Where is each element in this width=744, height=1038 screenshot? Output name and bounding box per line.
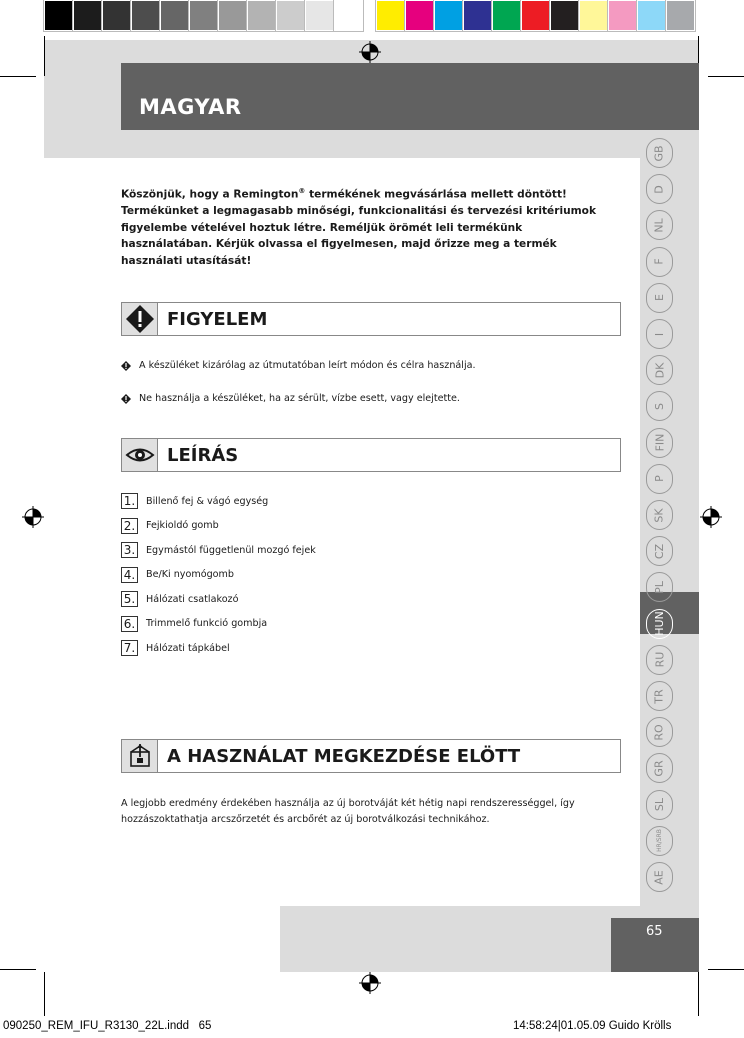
intro-paragraph xyxy=(121,183,596,270)
language-label: FIN xyxy=(653,433,666,452)
crop-mark xyxy=(0,76,36,77)
color-swatch xyxy=(247,0,276,31)
language-label: E xyxy=(652,294,666,302)
language-label: P xyxy=(652,475,666,483)
warning-icon xyxy=(122,303,158,335)
color-swatch xyxy=(276,0,305,31)
page-title: MAGYAR xyxy=(139,95,242,119)
item-label: Fejkioldó gomb xyxy=(146,520,219,531)
section-warning-header xyxy=(121,302,621,336)
intro-text-continued: termékének megvásárlása mellett döntött! Termékünket a legmagasabb minőségi, funkcionalitási és tervezési kritériumok figyelembe vételével hoztuk létre. Reméljük örömét leli termékünk használatában. Kérjük olvassa el figyelmesen, majd őrizze meg a termék használati utasítását! xyxy=(121,188,596,267)
item-number: 3. xyxy=(121,542,138,558)
item-number: 6. xyxy=(121,616,138,632)
language-label: D xyxy=(652,184,666,194)
language-label: GB xyxy=(652,144,666,162)
language-tab-e xyxy=(646,283,673,313)
color-swatch xyxy=(492,0,521,31)
registration-mark-icon xyxy=(359,972,381,994)
color-swatch xyxy=(160,0,189,31)
language-tab-hun xyxy=(646,609,673,639)
crop-mark xyxy=(708,76,744,77)
language-tab-dk xyxy=(646,355,673,385)
item-number: 1. xyxy=(121,493,138,509)
registration-mark-icon xyxy=(700,506,722,528)
list-item xyxy=(121,493,268,509)
intro-text: Köszönjük, hogy a Remington xyxy=(121,188,299,201)
item-number: 4. xyxy=(121,567,138,583)
language-label: TR xyxy=(653,688,666,704)
language-label: HUN xyxy=(653,611,666,636)
language-label: GR xyxy=(652,760,666,777)
language-tab-tr xyxy=(646,681,673,711)
language-tab-fin xyxy=(646,428,673,458)
page-number: 65 xyxy=(646,924,663,939)
bottom-white-panel xyxy=(44,906,280,972)
section-title: LEÍRÁS xyxy=(167,444,239,466)
color-swatch xyxy=(434,0,463,31)
color-swatch xyxy=(376,0,405,31)
box-icon xyxy=(122,740,158,772)
language-tab-gb xyxy=(646,138,673,168)
language-label: CZ xyxy=(653,543,666,559)
color-swatch xyxy=(405,0,434,31)
section-before-use-header xyxy=(121,739,621,773)
language-tab-d xyxy=(646,174,673,204)
color-bar-grays xyxy=(44,0,363,31)
language-label: PL xyxy=(652,581,666,594)
language-tab-sk xyxy=(646,500,673,530)
registered-mark: ® xyxy=(298,187,306,195)
crop-mark xyxy=(698,972,699,1016)
language-label: AE xyxy=(652,869,666,885)
language-label: I xyxy=(653,332,666,336)
list-item xyxy=(121,567,234,583)
warning-bullet-icon xyxy=(121,361,131,371)
item-number: 2. xyxy=(121,518,138,534)
section-title: A HASZNÁLAT MEGKEZDÉSE ELÖTT xyxy=(167,745,521,767)
language-label: HR/SRB xyxy=(655,829,663,853)
language-tab-i xyxy=(646,319,673,349)
language-label: S xyxy=(652,402,666,410)
language-label: F xyxy=(652,258,666,265)
language-label: RO xyxy=(653,724,666,741)
language-tab-gr xyxy=(646,753,673,783)
language-tab-hr-srb xyxy=(646,826,673,856)
item-label: Be/Ki nyomógomb xyxy=(146,569,234,580)
warning-text: Ne használja a készüléket, ha az sérült, vízbe esett, vagy elejtette. xyxy=(139,393,460,404)
item-label: Egymástól függetlenül mozgó fejek xyxy=(146,544,316,556)
item-label: Hálózati tápkábel xyxy=(146,642,230,654)
item-label: Billenő fej & vágó egység xyxy=(146,495,269,507)
language-label: SK xyxy=(652,507,666,523)
color-swatch xyxy=(102,0,131,31)
language-tab-s xyxy=(646,391,673,421)
language-label: SL xyxy=(653,798,666,812)
language-tab-pl xyxy=(646,572,673,602)
color-bar-colors xyxy=(376,0,695,31)
color-swatch xyxy=(608,0,637,31)
item-number: 5. xyxy=(121,591,138,607)
color-swatch xyxy=(218,0,247,31)
color-swatch xyxy=(637,0,666,31)
warning-text: A készüléket kizárólag az útmutatóban leírt módon és célra használja. xyxy=(139,360,476,371)
crop-mark xyxy=(44,36,45,76)
language-label: NL xyxy=(652,218,666,233)
item-number: 7. xyxy=(121,640,138,656)
language-tab-p xyxy=(646,464,673,494)
item-label: Trimmelő funkció gombja xyxy=(146,618,268,629)
color-swatch xyxy=(463,0,492,31)
language-tab-nl xyxy=(646,210,673,240)
footer-file-info: 090250_REM_IFU_R3130_22L.indd 65 xyxy=(3,1020,212,1032)
warning-item xyxy=(121,360,476,371)
before-use-text: A legjobb eredmény érdekében használja az új borotváját két hétig napi rendszerességgel, így hozzászoktathatja arcszőrzetét és arcbőrét az új borotválkozási technikához. xyxy=(121,798,575,826)
color-swatch xyxy=(334,0,363,31)
color-swatch xyxy=(550,0,579,31)
language-tab-f xyxy=(646,247,673,277)
list-item xyxy=(121,518,219,534)
language-tab-ro xyxy=(646,717,673,747)
list-item xyxy=(121,616,267,632)
language-label: RU xyxy=(652,651,666,668)
registration-mark-icon xyxy=(22,506,44,528)
list-item xyxy=(121,542,316,558)
color-swatch xyxy=(131,0,160,31)
section-description-header xyxy=(121,438,621,472)
color-swatch xyxy=(579,0,608,31)
crop-mark xyxy=(44,972,45,1016)
color-swatch xyxy=(305,0,334,31)
color-swatch xyxy=(521,0,550,31)
crop-mark xyxy=(708,969,744,970)
language-tab-sl xyxy=(646,790,673,820)
section-title: FIGYELEM xyxy=(167,308,268,330)
list-item xyxy=(121,640,230,656)
eye-icon xyxy=(122,439,158,471)
language-label: DK xyxy=(653,362,666,379)
color-swatch xyxy=(666,0,695,31)
color-swatch xyxy=(73,0,102,31)
footer-timestamp: 14:58:24|01.05.09 Guido Krölls xyxy=(513,1020,672,1032)
language-tab-ae xyxy=(646,862,673,892)
list-item xyxy=(121,591,238,607)
color-swatch xyxy=(189,0,218,31)
color-swatch xyxy=(44,0,73,31)
language-tab-ru xyxy=(646,645,673,675)
warning-bullet-icon xyxy=(121,394,131,404)
language-tab-cz xyxy=(646,536,673,566)
warning-item xyxy=(121,393,460,404)
crop-mark xyxy=(0,969,36,970)
registration-mark-icon xyxy=(359,41,381,63)
item-label: Hálózati csatlakozó xyxy=(146,593,239,605)
